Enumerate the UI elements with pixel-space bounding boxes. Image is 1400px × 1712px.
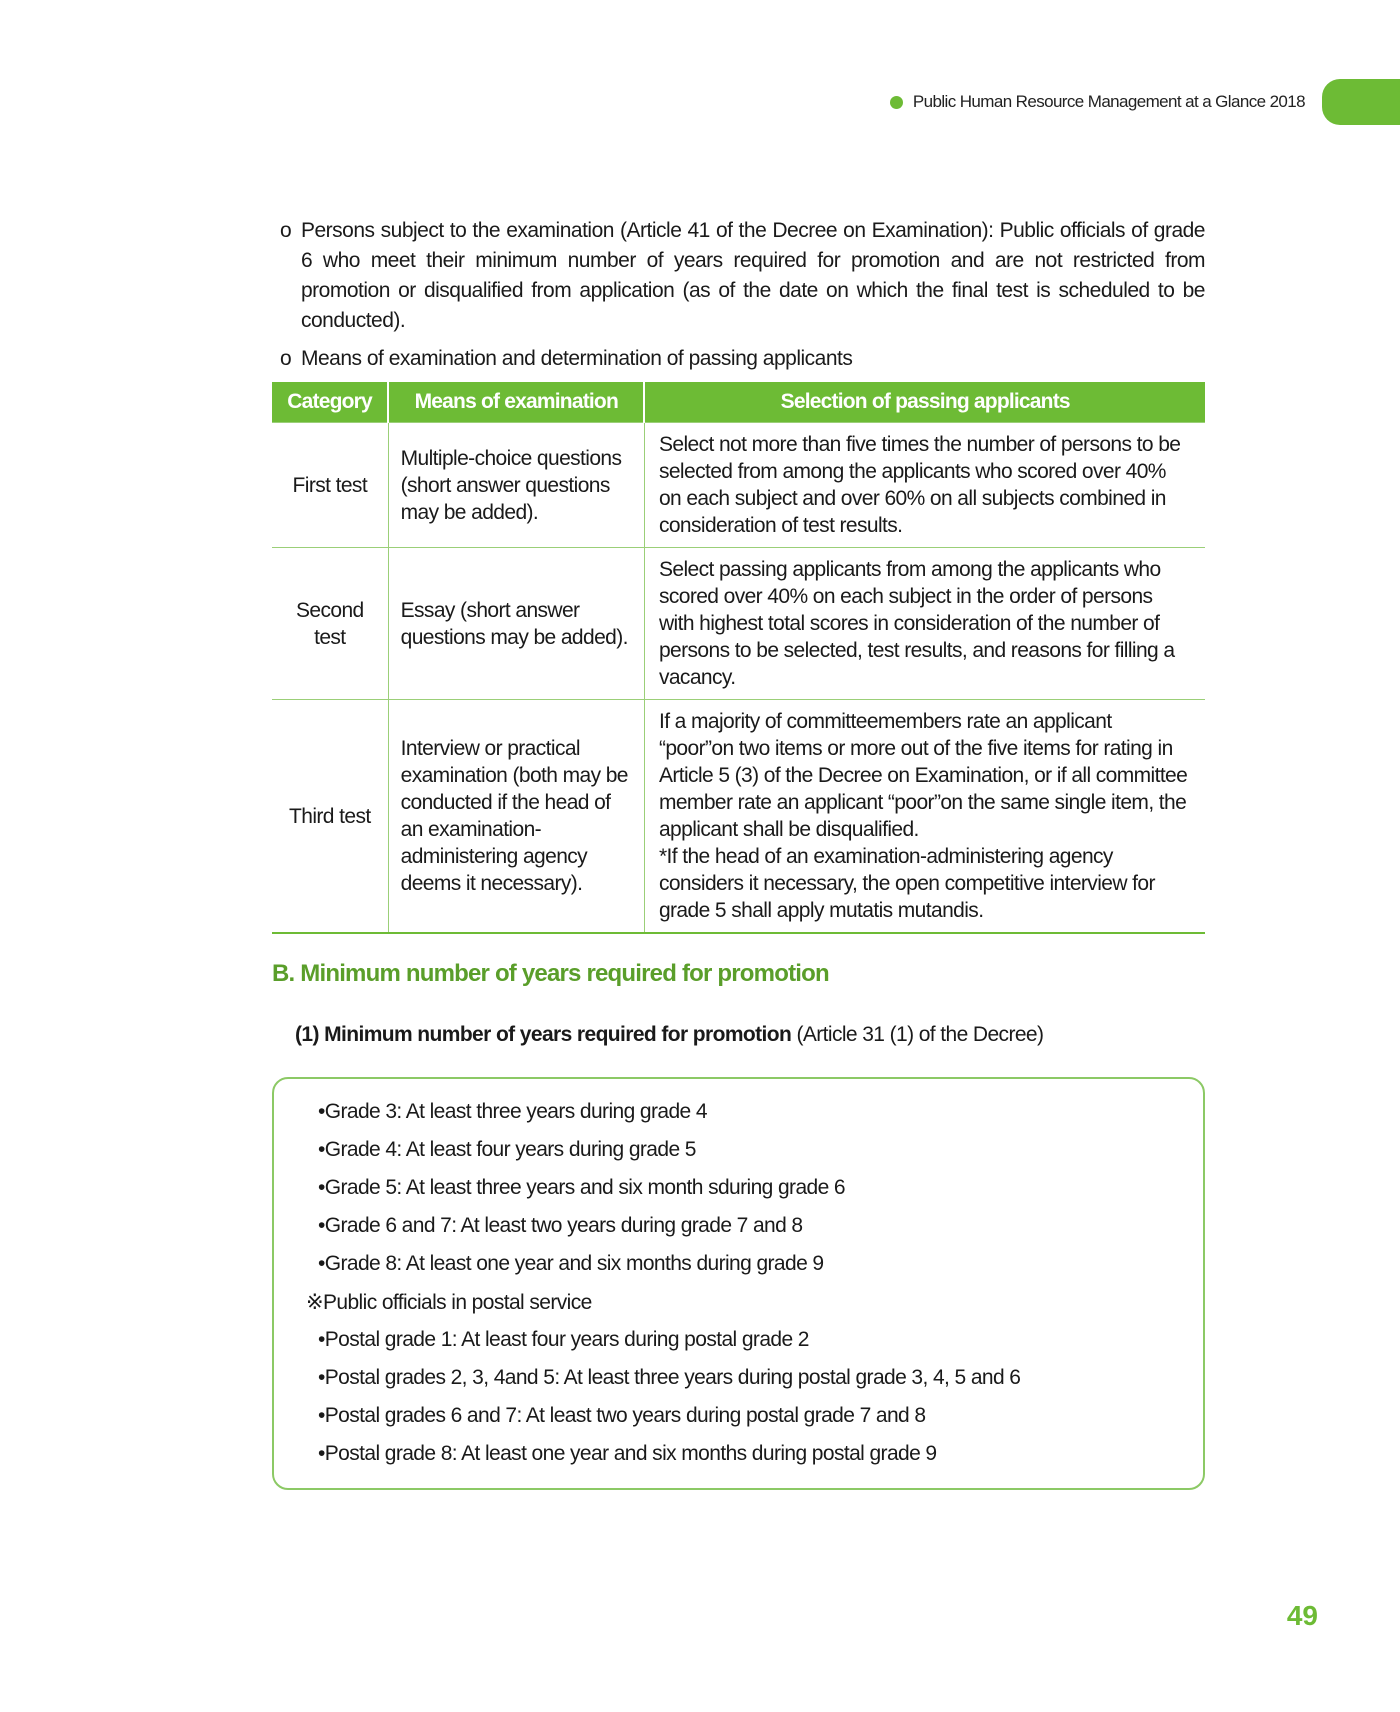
list-item: •Grade 4: At least four years during grade 5 [318, 1138, 696, 1161]
column-header-category: Category [272, 382, 388, 423]
table-cell-means: Essay (short answer questions may be added). [388, 548, 644, 700]
list-item: •Postal grade 8: At least one year and six months during postal grade 9 [318, 1442, 937, 1465]
persons-subject-text: Persons subject to the examination (Article 41 of the Decree on Examination): Public officials of grade 6 who meet their minimum number of years required for promotion and are not restricted from promotion or disqualified from application (as of the date on which the final test is scheduled to be conducted). [301, 219, 1205, 332]
table-row [272, 423, 1205, 548]
section-title: B. Minimum number of years required for promotion [272, 960, 829, 987]
table-cell-category: First test [272, 423, 388, 548]
circle-bullet-icon: o [280, 219, 292, 242]
table-cell-selection: Select passing applicants from among the applicants who scored over 40% on each subject in the order of persons with highest total scores in consideration of the number of persons to be selected, test results, and reasons for filling a vacancy. [644, 548, 1205, 700]
table-cell-means: Interview or practical examination (both may be conducted if the head of an examination-administering agency deems it necessary). [388, 700, 644, 934]
table-cell-selection [644, 700, 1205, 934]
means-heading-paragraph [280, 344, 1205, 374]
subsection-title-bold: (1) Minimum number of years required for promotion [295, 1023, 792, 1046]
subsection-title-reference: (Article 31 (1) of the Decree) [791, 1023, 1044, 1046]
selection-text: If a majority of committeemembers rate an applicant “poor”on two items or more out of the five items for rating in Article 5 (3) of the Decree on Examination, or if all committee member rate an applicant “poor”on the same single item, the applicant shall be disqualified. [658, 710, 1188, 841]
examination-table [272, 382, 1205, 934]
list-item: •Postal grades 6 and 7: At least two years during postal grade 7 and 8 [318, 1404, 926, 1427]
list-item: •Postal grades 2, 3, 4and 5: At least three years during postal grade 3, 4, 5 and 6 [318, 1366, 1021, 1389]
table-row [272, 548, 1205, 700]
list-item: •Grade 8: At least one year and six months during grade 9 [318, 1252, 824, 1275]
list-item: •Postal grade 1: At least four years during postal grade 2 [318, 1328, 809, 1351]
table-cell-means: Multiple-choice questions (short answer questions may be added). [388, 423, 644, 548]
table-row [272, 700, 1205, 934]
persons-subject-paragraph [280, 216, 1205, 336]
page-number: 49 [1286, 1600, 1318, 1631]
list-item: •Grade 5: At least three years and six month sduring grade 6 [318, 1176, 846, 1199]
table-cell-category: Second test [272, 548, 388, 700]
table-cell-category: Third test [272, 700, 388, 934]
list-item: •Grade 6 and 7: At least two years during grade 7 and 8 [318, 1214, 803, 1237]
means-heading-text: Means of examination and determination of passing applicants [301, 347, 853, 370]
table-header-row [272, 382, 1205, 423]
table-cell-selection: Select not more than five times the number of persons to be selected from among the applicants who scored over 40% on each subject and over 60% on all subjects combined in consideration of test results. [644, 423, 1205, 548]
list-item: •Grade 3: At least three years during grade 4 [318, 1100, 707, 1123]
selection-note: *If the head of an examination-administering agency considers it necessary, the open competitive interview for grade 5 shall apply mutatis mutandis. [658, 845, 1155, 922]
running-header [890, 84, 1305, 120]
bullet-dot-icon [890, 96, 903, 109]
subsection-title [295, 1023, 1043, 1047]
circle-bullet-icon: o [280, 347, 292, 370]
chapter-tab [1322, 79, 1400, 125]
running-title: Public Human Resource Management at a Glance 2018 [912, 92, 1305, 111]
postal-note: ※Public officials in postal service [306, 1291, 592, 1314]
column-header-selection: Selection of passing applicants [644, 382, 1205, 423]
column-header-means: Means of examination [388, 382, 644, 423]
